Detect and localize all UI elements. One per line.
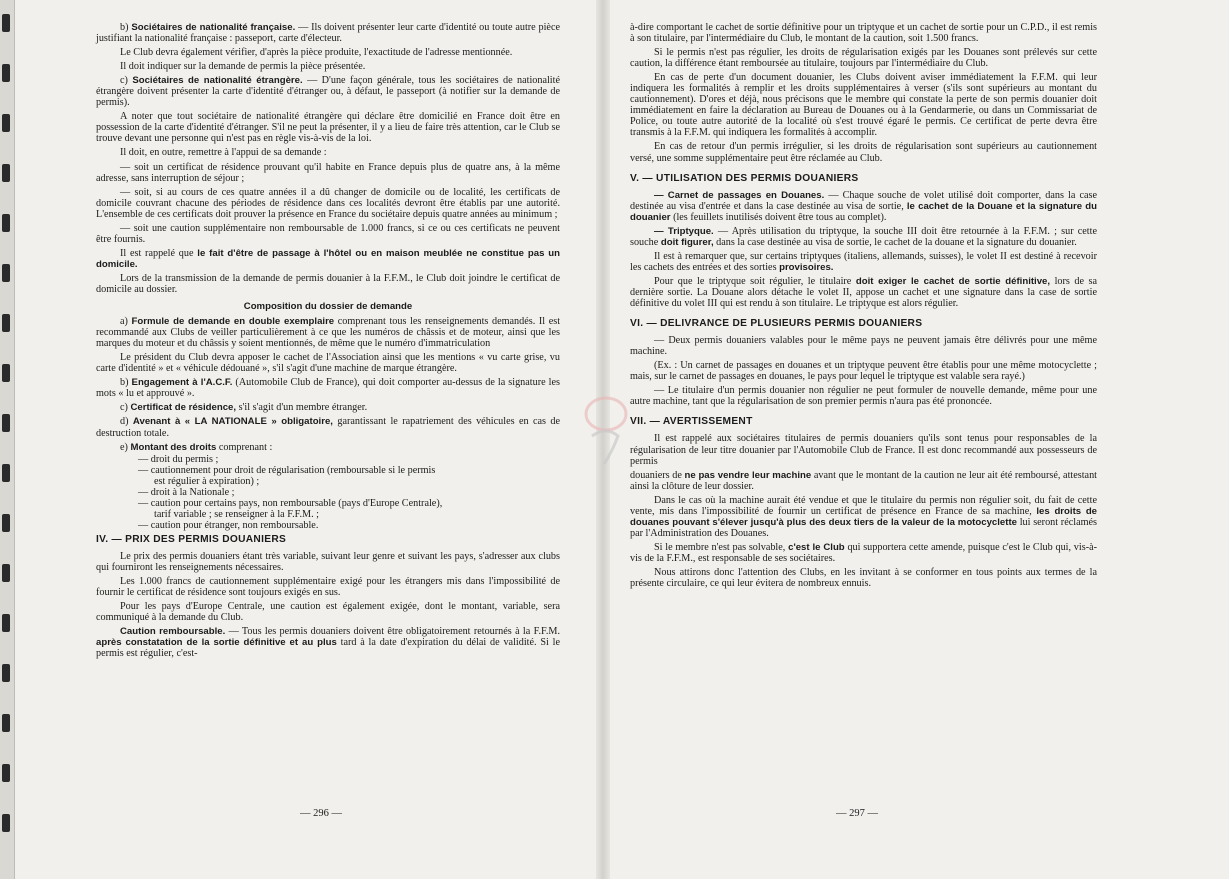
section-heading-vi: VI. — DELIVRANCE DE PLUSIEURS PERMIS DOUANIERS (630, 318, 923, 330)
paragraph-d-avenant: d) Avenant à « LA NATIONALE » obligatoire, garantissant le rapatriement des véhicules en cas de destruction totale. (96, 416, 561, 439)
page-number-left: — 296 — (300, 808, 342, 819)
dash-item: — soit, si au cours de ces quatre années il a dû changer de domicile ou de localité, les certificats de domicile couvrant chacune des périodes de résidence dans ces localités devront être établis par une autorité. L'ensemble de ces certificats doit prouver la présence en France du sociétaire depuis quatre années au minimum ; (96, 186, 560, 220)
bold-run: c'est le Club (788, 541, 845, 553)
fee-item: — cautionnement pour droit de régularisation (remboursable si le permis (138, 464, 436, 476)
right-page (630, 22, 1097, 592)
punch-hole (2, 414, 10, 432)
bold-run: Sociétaires de nationalité française. (131, 22, 296, 33)
punch-hole (2, 264, 10, 282)
bold-run: doit exiger le cachet de sortie définitive, (855, 275, 1051, 287)
paragraph-carnet: — Carnet de passages en Douanes. — Chaque souche de volet utilisé doit comporter, dans la case destinée au visa d'entrée et dans la case destinée au visa de sortie, le cachet de la Douane et la signature du douanier (les feuillets inutilisés doivent être tous au complet). (630, 189, 1098, 223)
punch-hole (2, 314, 10, 332)
paragraph: En cas de retour d'un permis irrégulier, si les droits de régularisation sont supérieurs au cautionnement versé, une somme supplémentaire peut être réclamée au Club. (630, 141, 1097, 164)
paragraph-c-certificat: c) Certificat de résidence, s'il s'agit d'un membre étranger. (120, 402, 368, 414)
section-heading-vii: VII. — AVERTISSEMENT (630, 416, 753, 428)
punch-hole (2, 114, 10, 132)
paragraph-vendre: douaniers de ne pas vendre leur machine avant que le montant de la caution ne leur ait été remboursé, attestant ainsi la clôture de leur dossier. (630, 469, 1097, 492)
dash-item: — soit un certificat de résidence prouvant qu'il habite en France depuis plus de quatre ans, à la même adresse, sans interruption de séjour ; (96, 161, 560, 184)
paragraph: (Ex. : Un carnet de passages en douanes et un triptyque peuvent être établis pour une même motocyclette ; mais, sur le carnet de passages en douanes, le pays pour lequel le triptyque est valable sera rayé.) (630, 360, 1097, 383)
paragraph-remarque: Il est à remarquer que, sur certains triptyques (italiens, allemands, suisses), le volet II est destiné à recevoir les cachets des entrées et des sorties provisoires. (630, 250, 1097, 273)
punch-hole (2, 214, 10, 232)
paragraph-triptyque: — Triptyque. — Après utilisation du triptyque, la souche III doit être retournée à la F.F.M. ; sur cette souche doit figurer, dans la case destinée au visa de sortie, le cachet de la douane et la signature du douanier. (630, 225, 1097, 248)
paragraph: Le prix des permis douaniers étant très variable, suivant leur genre et suivant les pays, s'adresser aux clubs qui fourniront les renseignements nécessaires. (96, 550, 560, 574)
fee-item: — droit à la Nationale ; (138, 486, 235, 498)
fee-item: — caution pour certains pays, non remboursable (pays d'Europe Centrale), (138, 497, 443, 509)
paragraph: Lors de la transmission de la demande de permis douanier à la F.F.M., le Club doit joindre le certificat de domicile au dossier. (96, 272, 560, 295)
bold-run: Caution remboursable. (120, 626, 226, 638)
fee-item: — droit du permis ; (138, 453, 219, 465)
bold-run: — Triptyque. (654, 225, 714, 237)
bold-run: le cachet de la Douane et la signature du douanier (630, 200, 1098, 223)
paragraph-b-engagement: b) Engagement à l'A.C.F. (Automobile Club de France), qui doit comporter au-dessus de la signature les mots « lu et approuvé ». (96, 377, 560, 400)
left-page (96, 22, 560, 662)
bold-run: provisoires. (779, 261, 834, 273)
paragraph: Pour les pays d'Europe Centrale, une caution est également exigée, dont le montant, variable, sera communiqué à la demande du Club. (96, 601, 560, 624)
paragraph: Il doit indiquer sur la demande de permis la pièce présentée. (120, 61, 366, 73)
bold-run: ne pas vendre leur machine (684, 469, 812, 481)
punch-hole (2, 364, 10, 382)
paragraph: — Le titulaire d'un permis douanier non régulier ne peut formuler de nouvelle demande, même pour une autre machine, tant que la régularisation de son premier permis n'aura pas été prononcée. (630, 385, 1097, 408)
punch-hole (2, 614, 10, 632)
punch-hole (2, 14, 10, 32)
subheading-composition: Composition du dossier de demande (243, 301, 413, 313)
paragraph: Le Club devra également vérifier, d'après la pièce produite, l'exactitude de l'adresse mentionnée. (120, 47, 513, 59)
paragraph-b-francais: b) Sociétaires de nationalité française. — Ils doivent présenter leur carte d'identité ou toute autre pièce justifiant la nationalité française : passeport, carte d'électeur. (96, 22, 560, 45)
section-heading-v: V. — UTILISATION DES PERMIS DOUANIERS (630, 172, 859, 184)
paragraph: — Deux permis douaniers valables pour le même pays ne peuvent jamais être délivrés pour une même machine. (630, 335, 1097, 358)
punch-hole (2, 564, 10, 582)
punch-hole (2, 514, 10, 532)
bold-run: Avenant à « LA NATIONALE » obligatoire, (132, 416, 333, 428)
bold-run: Certificat de résidence, (130, 402, 237, 414)
bold-run: Sociétaires de nationalité étrangère. (132, 75, 303, 87)
bold-run: Formule de demande en double exemplaire (131, 316, 335, 328)
paragraph-regulier: Pour que le triptyque soit régulier, le titulaire doit exiger le cachet de sortie définitive, lors de sa dernière sortie. La Douane alors détache le volet II, appose un cachet et une signature dans la case de sortie définitive du volet III qui est rendu à son titulaire. Le triptyque est alors régulier. (630, 275, 1098, 310)
paragraph-vente: Dans le cas où la machine aurait été vendue et que le titulaire du permis non régulier soit, du fait de cette vente, mis dans l'impossibilité de fournir un certificat de présence en France de sa machine, les droits de douanes pouvant s'élever jusqu'à plus des deux tiers de la valeur de la motocyclette lui seront réclamés par l'Administration des Douanes. (630, 494, 1098, 539)
punch-hole (2, 814, 10, 832)
faded-stamp-mark (572, 386, 638, 482)
bold-run: doit figurer, (660, 236, 714, 248)
punch-hole (2, 714, 10, 732)
paragraph-c-etrangere: c) Sociétaires de nationalité étrangère. — D'une façon générale, tous les sociétaires de nationalité étrangère doivent présenter la carte d'identité d'étranger ou, à défaut, le passeport (à notifier sur la demande de permis). (96, 75, 560, 109)
bold-run: le fait d'être de passage à l'hôtel ou en maison meublée ne constitue pas un domicile. (96, 247, 561, 270)
paragraph: En cas de perte d'un document douanier, les Clubs doivent aviser immédiatement la F.F.M. qui leur indiquera les formalités à remplir et les droits supplémentaires à verser (s'ils sont supérieurs au montant du cautionnement). D'ores et déjà, nous précisons que le membre qui constate la perte de son permis douanier doit immédiatement en faire la déclaration au Bureau de Douanes ou à la Gendarmerie, ou dans un Commissariat de Police, ou toute autre autorité de la localité où s'est trouvé égaré le permis. Ce certificat de perte devra être transmis à la F.F.M. qui indiquera les formalités à accomplir. (630, 72, 1097, 139)
paragraph-a-formule: a) Formule de demande en double exemplaire comprenant tous les renseignements demandés. Il est recommandé aux Clubs de veiller particulièrement à ce que les numéros de châssis et de moteur, ainsi que les marques du moteur et du châssis y soient mentionnés, de même que le numéro d'immatriculation (96, 316, 561, 350)
fee-item-cont: tarif variable ; se renseigner à la F.F.M. ; (154, 508, 319, 520)
bold-run: après constatation de la sortie définitive et au plus (96, 637, 337, 649)
punch-hole (2, 764, 10, 782)
page-number-right: — 297 — (836, 808, 878, 819)
paragraph: Il doit, en outre, remettre à l'appui de sa demande : (120, 147, 327, 159)
bold-run: — Carnet de passages en Douanes. (654, 189, 825, 201)
dash-item: — soit une caution supplémentaire non remboursable de 1.000 francs, si ce ou ces certificats ne peuvent être fournis. (96, 222, 560, 245)
punch-holes (0, 0, 14, 879)
paragraph-solvable: Si le membre n'est pas solvable, c'est le Club qui supportera cette amende, puisque c'est le Club qui, vis-à-vis de la F.F.M., est responsable de ses sociétaires. (630, 541, 1098, 564)
paragraph: à-dire comportant le cachet de sortie définitive pour un triptyque et un cachet de sortie pour un C.P.D., il est remis à son titulaire, par l'intermédiaire du Club, le montant de la caution, soit 1.500 francs. (630, 22, 1097, 45)
paragraph-caution: Caution remboursable. — Tous les permis douaniers doivent être obligatoirement retournés à la F.F.M. après constatation de la sortie définitive et au plus tard à la date d'expiration du délai de validité. Si le permis est régulier, c'est- (96, 626, 560, 660)
paragraph: Le président du Club devra apposer le cachet de l'Association ainsi que les mentions « vu carte grise, vu carte d'identité » et « véhicule dédouané », s'il s'agit d'une machine de marque étrangère. (96, 352, 560, 375)
punch-hole (2, 64, 10, 82)
paragraph: Les 1.000 francs de cautionnement supplémentaire exigé pour les étrangers mis dans l'impossibilité de fournir le certificat de résidence sont toujours exigés en sus. (96, 576, 560, 599)
section-heading-iv: IV. — PRIX DES PERMIS DOUANIERS (96, 533, 287, 545)
fee-item-cont: est régulier à expiration) ; (154, 475, 260, 487)
paragraph-e-montant: e) Montant des droits comprenant : (120, 441, 273, 453)
bold-run: Engagement à l'A.C.F. (131, 377, 233, 389)
paragraph-rappel: Il est rappelé que le fait d'être de passage à l'hôtel ou en maison meublée ne constitue pas un domicile. (96, 247, 561, 270)
bold-run: les droits de douanes pouvant s'élever jusqu'à plus des deux tiers de la valeur de la motocyclette (630, 505, 1098, 528)
punch-hole (2, 664, 10, 682)
paragraph: Si le permis n'est pas régulier, les droits de régularisation exigés par les Douanes sont prélevés sur cette caution, la différence étant remboursée au titulaire, toujours par l'intermédiaire du Club. (630, 47, 1097, 70)
bold-run: Montant des droits (130, 441, 217, 453)
punch-hole (2, 164, 10, 182)
paragraph: A noter que tout sociétaire de nationalité étrangère qui déclare être domicilié en France doit être en possession de la carte d'identité d'étranger. S'il ne peut la présenter, il y a lieu de faire très attention, car le Club se trouve devant une personne qui n'est pas en règle vis-à-vis de la loi. (96, 111, 560, 145)
fee-item: — caution pour étranger, non remboursable. (138, 519, 319, 531)
paragraph: Nous attirons donc l'attention des Clubs, en les invitant à se conformer en tous points aux termes de la présente circulaire, ce qui leur évitera de nombreux ennuis. (630, 566, 1097, 590)
paragraph: Il est rappelé aux sociétaires titulaires de permis douaniers qu'ils sont tenus pour responsables de la régularisation de leur titre douanier par l'Automobile Club de France. Il est donc recommandé aux possesseurs de permis (630, 433, 1097, 467)
punch-hole (2, 464, 10, 482)
